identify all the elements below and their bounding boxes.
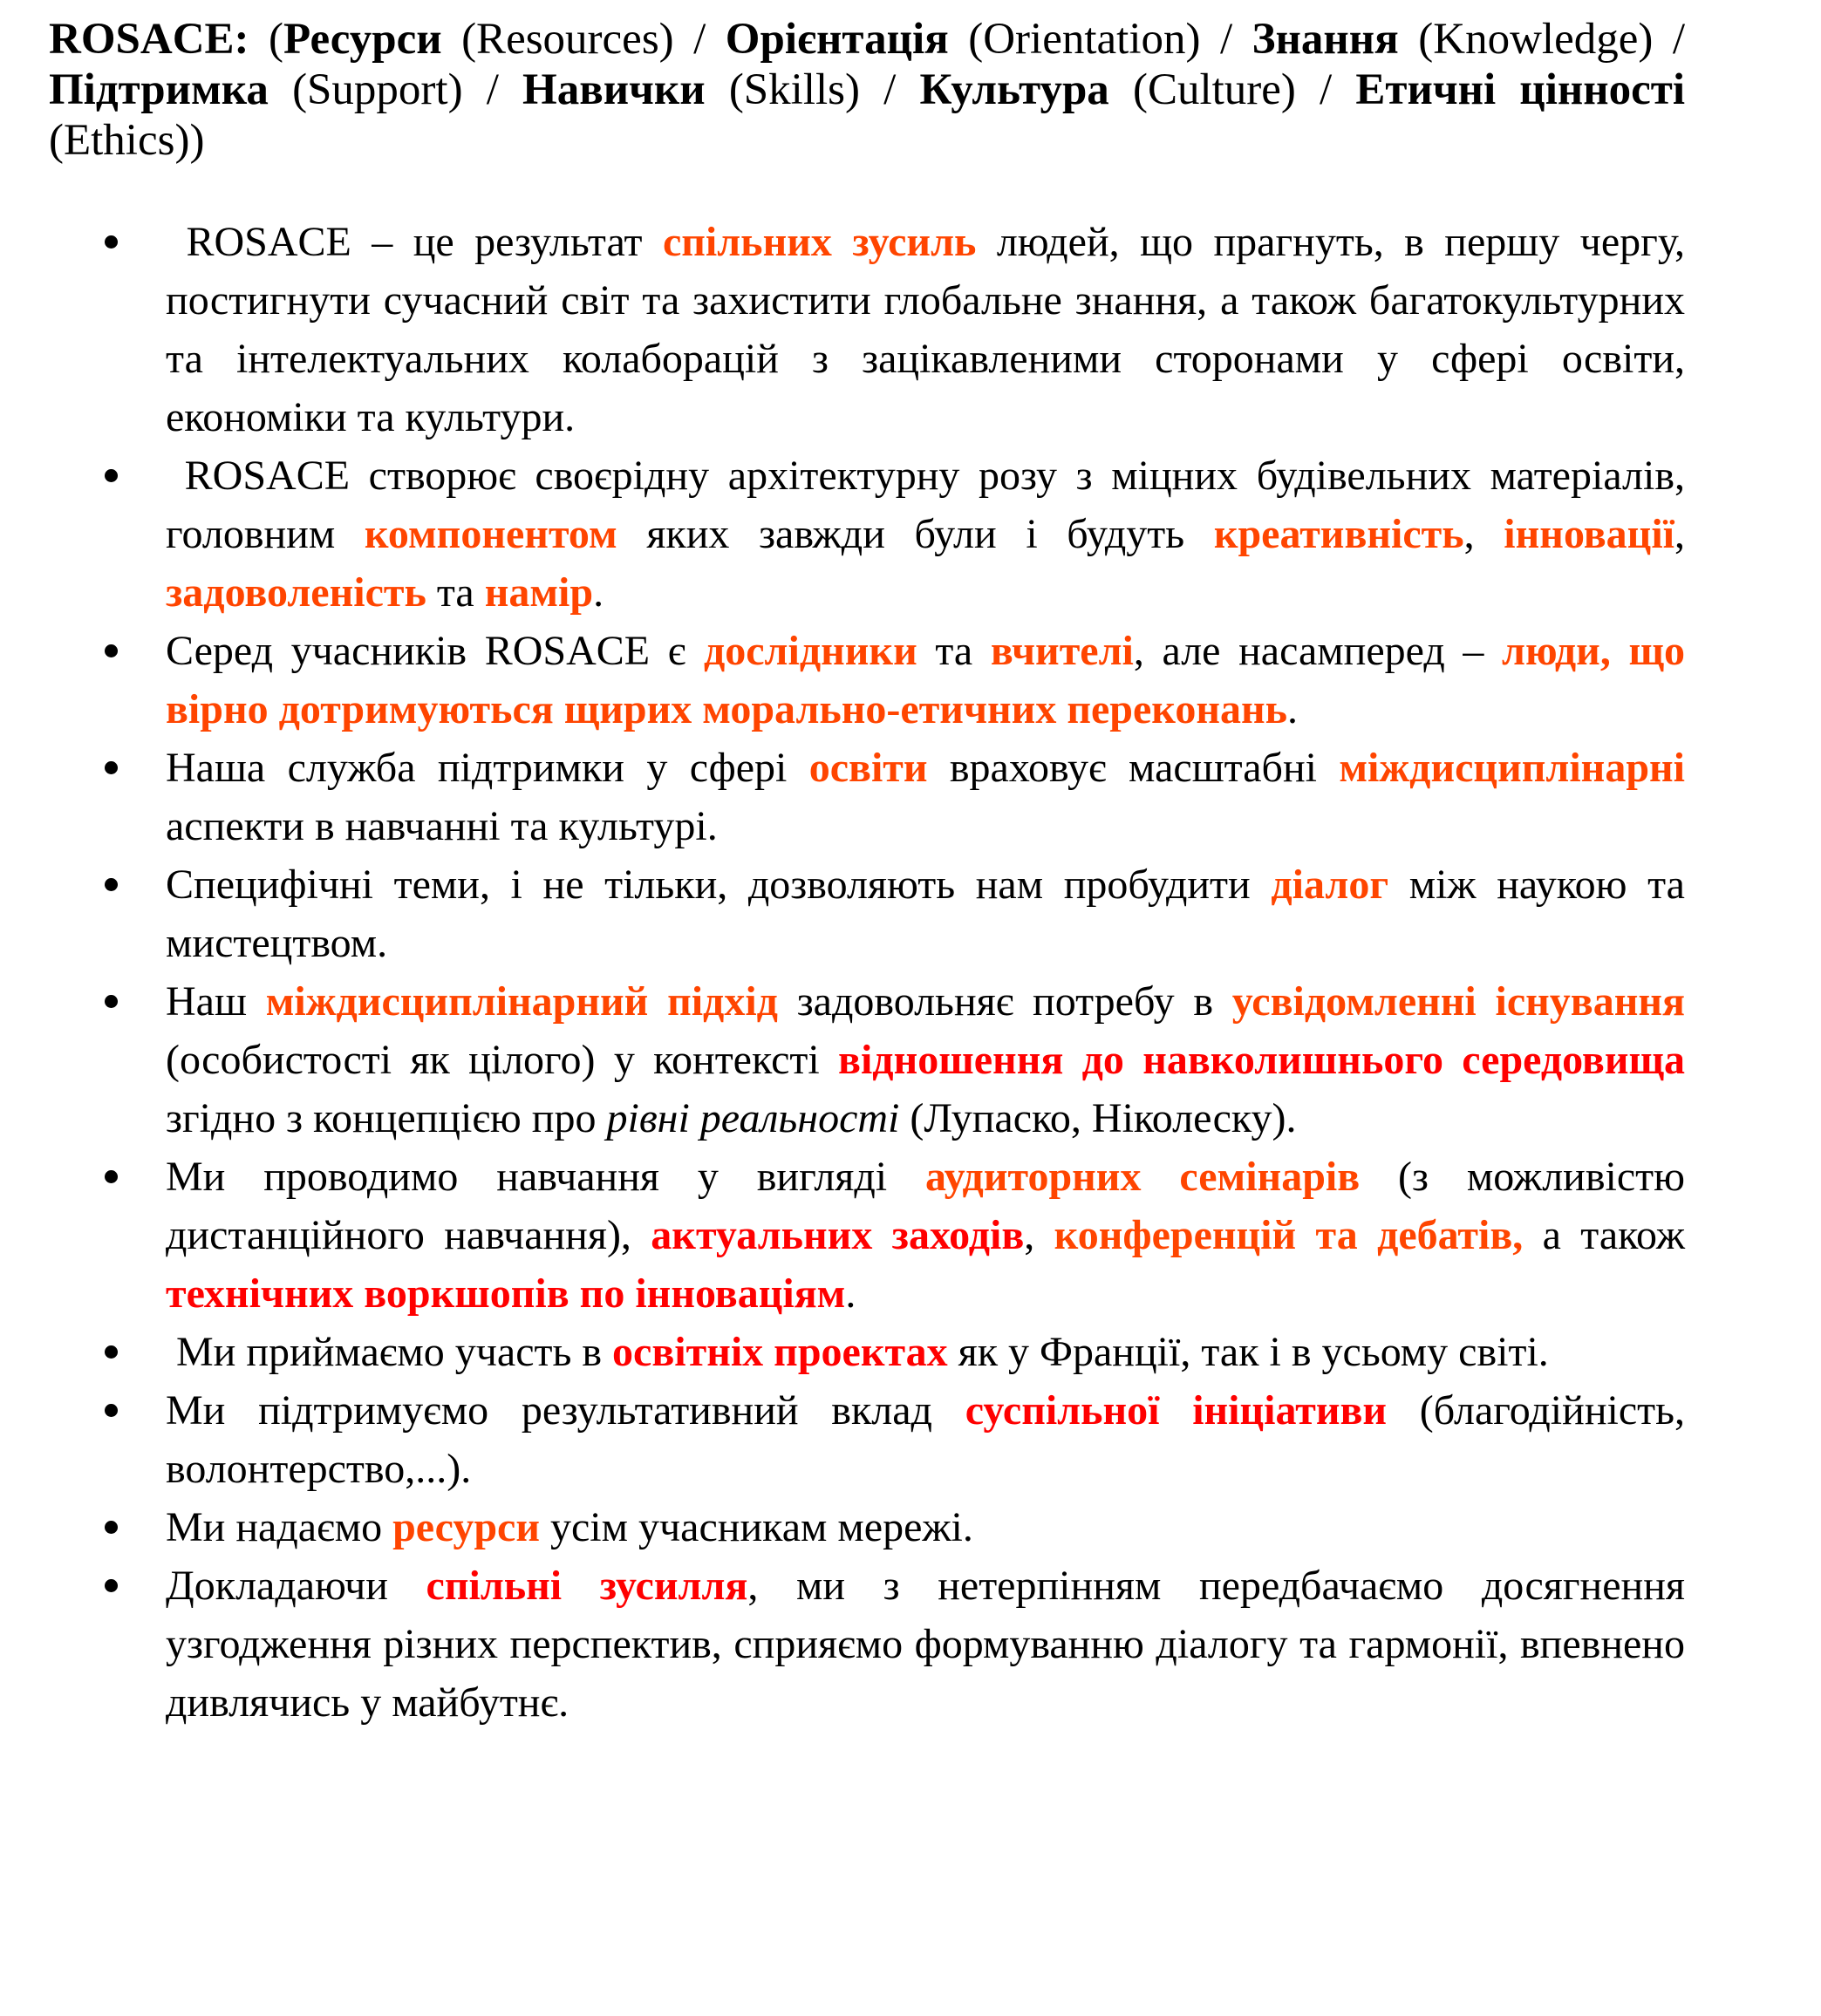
bold-text-run: Підтримка — [49, 65, 269, 114]
text-run: (Skills) / — [705, 65, 920, 114]
highlight-orange: люди, що вірно дотримуються щирих морально-етичних переконань — [166, 628, 1685, 732]
text-run: Ми проводимо навчання у вигляді — [166, 1154, 926, 1200]
list-item — [49, 446, 1685, 622]
bullet-marker-icon — [105, 1345, 118, 1359]
list-item — [49, 1323, 1685, 1381]
list-item — [49, 1381, 1685, 1498]
bullet-text — [166, 213, 1685, 446]
text-run: згідно з концепцією про — [166, 1095, 607, 1141]
highlight-orange: дослідники — [703, 628, 917, 674]
list-item — [49, 213, 1685, 446]
highlight-orange: усвідомленні існування — [1231, 978, 1686, 1025]
text-run: . — [1287, 686, 1299, 732]
highlight-orange: вчителі — [990, 628, 1134, 674]
bullet-text — [166, 446, 1685, 622]
text-run: (особистості як цілого) у контексті — [166, 1037, 839, 1083]
list-item — [49, 855, 1685, 972]
bullet-text — [166, 855, 1685, 972]
bold-text-run: Навички — [522, 65, 706, 114]
text-run: Ми підтримуємо результативний вклад — [166, 1387, 965, 1434]
bullet-marker-icon — [105, 995, 118, 1008]
highlight-orange: міждисциплінарні — [1339, 745, 1685, 791]
highlight-orange: намір — [484, 569, 594, 616]
text-run: та — [917, 628, 991, 674]
text-run: (благодійність, волонтерство,...). — [166, 1387, 1686, 1492]
text-run: враховує масштабні — [927, 745, 1340, 791]
text-run: між наукою та мистецтвом. — [166, 862, 1685, 966]
text-run: (Ethics)) — [49, 116, 205, 165]
text-run: (Лупаско, Ніколеску). — [899, 1095, 1297, 1141]
bullet-text — [166, 1381, 1685, 1498]
bullet-text — [166, 622, 1685, 739]
bullet-marker-icon — [105, 644, 118, 657]
text-run: Специфічні теми, і не тільки, дозволяють нам пробудити — [166, 862, 1272, 908]
text-run: . — [593, 569, 604, 616]
bullet-text — [166, 1556, 1685, 1732]
text-run: , — [1024, 1212, 1054, 1258]
bullet-marker-icon — [105, 761, 118, 774]
bullet-text — [166, 1323, 1685, 1381]
bullet-text — [166, 739, 1685, 855]
text-run: Серед учасників ROSACE є — [166, 628, 704, 674]
highlight-orange: задоволеність — [166, 569, 426, 616]
text-run: , ми з нетерпінням передбачаємо досягнення узгодження різних перспектив, сприяємо формуванню діалогу та гармонії, впевнено дивлячись у майбутнє. — [166, 1563, 1686, 1726]
highlight-orange: компонентом — [364, 511, 617, 557]
highlight-red: суспільної ініціативи — [965, 1387, 1388, 1434]
document-title — [49, 14, 1685, 166]
text-run: та — [426, 569, 485, 616]
list-item — [49, 1148, 1685, 1323]
bullet-marker-icon — [105, 878, 118, 891]
highlight-orange: аудиторних семінарів — [925, 1154, 1361, 1200]
highlight-orange: , — [1512, 1212, 1524, 1258]
text-run: . — [845, 1270, 856, 1317]
bold-text-run: Культура — [919, 65, 1109, 114]
bullet-text — [166, 972, 1685, 1148]
bullet-text — [166, 1498, 1685, 1556]
text-run: людей, що прагнуть, в першу чергу, постигнути сучасний світ та захистити глобальне знання, а також багатокультурних та інтелектуальних колаборацій з зацікавленими сторонами у сфері освіти, економіки та культури. — [166, 219, 1686, 440]
bold-text-run: Знання — [1252, 15, 1399, 64]
text-run: (Resources) / — [441, 15, 726, 64]
highlight-red: технічних воркшопів по інноваціям — [166, 1270, 846, 1317]
text-run: , але насамперед – — [1133, 628, 1503, 674]
bullet-marker-icon — [105, 1170, 118, 1183]
list-item — [49, 972, 1685, 1148]
highlight-orange: конференцій та дебатів — [1054, 1212, 1513, 1258]
text-run: Ми надаємо — [166, 1504, 393, 1550]
text-run: аспекти в навчанні та культурі. — [166, 803, 718, 849]
text-run: Ми приймаємо участь в — [166, 1329, 613, 1375]
text-run: ROSACE – це результат — [166, 219, 663, 265]
highlight-orange: міждисциплінарний підхід — [265, 978, 778, 1025]
bullet-list — [49, 213, 1685, 1732]
highlight-red: освітніх проектах — [612, 1329, 948, 1375]
text-run: яких завжди були і будуть — [617, 511, 1214, 557]
text-run: як у Франції, так і в усьому світі. — [947, 1329, 1549, 1375]
italic-text-run: рівні реальності — [606, 1095, 900, 1141]
bold-text-run: Орієнтація — [725, 15, 949, 64]
text-run: Наш — [166, 978, 266, 1025]
text-run: , — [1463, 511, 1504, 557]
text-run: Докладаючи — [166, 1563, 426, 1609]
text-run: Наша служба підтримки у сфері — [166, 745, 809, 791]
highlight-orange: креативність — [1213, 511, 1464, 557]
highlight-red: відношення до навколишнього середовища — [838, 1037, 1685, 1083]
text-run: задовольняє потребу в — [777, 978, 1232, 1025]
list-item — [49, 739, 1685, 855]
text-run: а також — [1523, 1212, 1685, 1258]
bullet-marker-icon — [105, 1521, 118, 1534]
bullet-marker-icon — [105, 1579, 118, 1592]
text-run: , — [1674, 511, 1685, 557]
highlight-orange: освіти — [808, 745, 928, 791]
text-run: (Orientation) / — [948, 15, 1252, 64]
text-run: (Knowledge) / — [1398, 15, 1685, 64]
text-run: ( — [249, 15, 283, 64]
bold-text-run: Етичні цінності — [1355, 65, 1685, 114]
bullet-marker-icon — [105, 469, 118, 482]
highlight-orange: діалог — [1271, 862, 1389, 908]
bullet-text — [166, 1148, 1685, 1323]
list-item — [49, 1498, 1685, 1556]
list-item — [49, 622, 1685, 739]
text-run: ROSACE створює своєрідну архітектурну розу з міцних будівельних матеріалів, головним — [166, 453, 1685, 557]
bold-text-run: ROSACE: — [49, 15, 249, 64]
bullet-marker-icon — [105, 235, 118, 249]
highlight-red: спільні зусилля — [426, 1563, 748, 1609]
highlight-orange: інновації — [1504, 511, 1674, 557]
list-item — [49, 1556, 1685, 1732]
text-run: (Culture) / — [1108, 65, 1356, 114]
text-run: (Support) / — [268, 65, 523, 114]
highlight-orange: спільних зусиль — [662, 219, 977, 265]
text-run: усім учасникам мережі. — [539, 1504, 973, 1550]
text-run: (з можливістю дистанційного навчання), — [166, 1154, 1686, 1258]
highlight-red: актуальних заходів — [651, 1212, 1025, 1258]
bold-text-run: Ресурси — [283, 15, 442, 64]
highlight-orange: ресурси — [392, 1504, 540, 1550]
bullet-marker-icon — [105, 1404, 118, 1417]
